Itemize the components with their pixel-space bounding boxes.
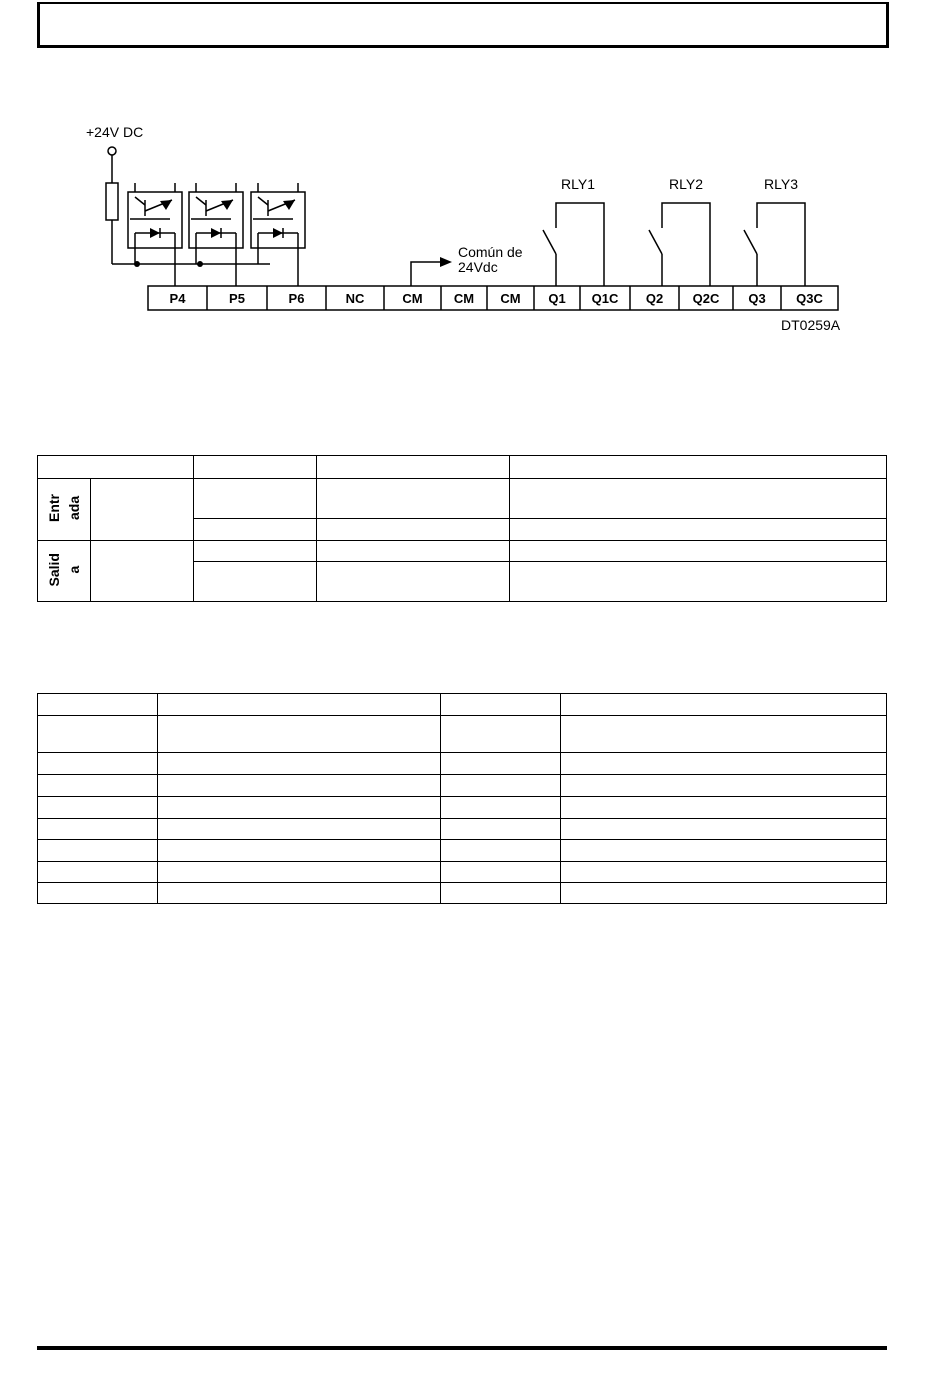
table-cell bbox=[441, 819, 561, 840]
table-cell bbox=[38, 716, 158, 753]
supply-terminal-icon bbox=[108, 147, 116, 155]
table-cell bbox=[158, 862, 441, 883]
terminal-label: Q2C bbox=[692, 291, 720, 306]
table-cell bbox=[38, 456, 194, 479]
table-cell bbox=[194, 541, 317, 562]
table-cell bbox=[441, 883, 561, 904]
table-cell bbox=[158, 840, 441, 862]
relay-label-2: RLY2 bbox=[669, 176, 703, 192]
terminal-label: CM bbox=[402, 291, 423, 306]
table-cell bbox=[561, 840, 887, 862]
table-cell bbox=[158, 797, 441, 819]
table-cell bbox=[510, 479, 887, 519]
table-cell bbox=[38, 819, 158, 840]
resistor-icon bbox=[106, 183, 118, 220]
table-cell bbox=[91, 541, 194, 602]
terminal-label: Q3C bbox=[796, 291, 823, 306]
table-cell bbox=[194, 479, 317, 519]
relay-contact-icon bbox=[543, 203, 604, 286]
table-cell bbox=[510, 541, 887, 562]
table-cell bbox=[441, 840, 561, 862]
table-row bbox=[38, 541, 887, 562]
table-cell bbox=[317, 541, 510, 562]
terminal-strip bbox=[148, 286, 838, 310]
table-cell bbox=[194, 519, 317, 541]
table-cell bbox=[38, 694, 158, 716]
terminal-label: NC bbox=[345, 291, 365, 306]
signal-table bbox=[37, 455, 887, 602]
table-cell bbox=[561, 753, 887, 775]
terminal-label: Q3 bbox=[748, 291, 766, 306]
supply-label: +24V DC bbox=[86, 124, 144, 140]
table-cell bbox=[561, 797, 887, 819]
table-cell bbox=[561, 694, 887, 716]
table-cell bbox=[317, 562, 510, 602]
table-row bbox=[38, 840, 887, 862]
table-row bbox=[38, 694, 887, 716]
table-cell bbox=[38, 797, 158, 819]
terminal-label: CM bbox=[500, 291, 521, 306]
table-cell bbox=[441, 694, 561, 716]
table-row bbox=[38, 883, 887, 904]
common-label: 24Vdc bbox=[458, 259, 498, 275]
table-cell bbox=[441, 862, 561, 883]
table-cell bbox=[158, 883, 441, 904]
table-cell bbox=[510, 456, 887, 479]
table-cell bbox=[158, 694, 441, 716]
table-cell bbox=[561, 716, 887, 753]
table-cell bbox=[38, 775, 158, 797]
relay-contact-icon bbox=[649, 203, 710, 286]
table-cell bbox=[91, 479, 194, 541]
table-cell bbox=[561, 883, 887, 904]
table-cell bbox=[317, 456, 510, 479]
relay-contact-icon bbox=[744, 203, 805, 286]
relay-label-3: RLY3 bbox=[764, 176, 798, 192]
table-cell bbox=[510, 562, 887, 602]
terminal-label: P5 bbox=[229, 291, 245, 306]
table-cell bbox=[194, 456, 317, 479]
table-cell bbox=[441, 775, 561, 797]
table-cell bbox=[561, 862, 887, 883]
table-row bbox=[38, 775, 887, 797]
table-cell bbox=[317, 519, 510, 541]
table-cell bbox=[158, 753, 441, 775]
terminal-wiring-diagram bbox=[0, 0, 950, 350]
table-cell bbox=[38, 753, 158, 775]
table-cell bbox=[158, 775, 441, 797]
table-cell bbox=[38, 840, 158, 862]
figure-code: DT0259A bbox=[781, 317, 841, 333]
row-group-label-input: Entr ada bbox=[38, 479, 91, 541]
terminal-label: Q1C bbox=[591, 291, 619, 306]
table-cell bbox=[561, 775, 887, 797]
table-row bbox=[38, 753, 887, 775]
row-group-label-output: Salid a bbox=[38, 541, 91, 602]
terminal-label: Q1 bbox=[548, 291, 566, 306]
table-cell bbox=[158, 819, 441, 840]
terminal-label: P6 bbox=[288, 291, 305, 306]
table-cell bbox=[510, 519, 887, 541]
table-cell bbox=[317, 479, 510, 519]
table-cell bbox=[158, 716, 441, 753]
page-footer-rule bbox=[37, 1346, 887, 1350]
table-cell bbox=[561, 819, 887, 840]
table-row bbox=[38, 797, 887, 819]
common-label: Común de bbox=[458, 244, 523, 260]
table-cell bbox=[441, 797, 561, 819]
table-cell bbox=[38, 862, 158, 883]
table-cell bbox=[38, 883, 158, 904]
relay-label-1: RLY1 bbox=[561, 176, 595, 192]
table-row bbox=[38, 862, 887, 883]
table-cell bbox=[194, 562, 317, 602]
table-cell bbox=[441, 716, 561, 753]
parameter-table bbox=[37, 693, 887, 904]
terminal-label: P4 bbox=[169, 291, 186, 306]
terminal-label: CM bbox=[453, 291, 475, 306]
table-row bbox=[38, 479, 887, 519]
terminal-label: Q2 bbox=[645, 291, 664, 306]
table-row bbox=[38, 456, 887, 479]
table-row bbox=[38, 716, 887, 753]
table-row bbox=[38, 819, 887, 840]
table-cell bbox=[441, 753, 561, 775]
